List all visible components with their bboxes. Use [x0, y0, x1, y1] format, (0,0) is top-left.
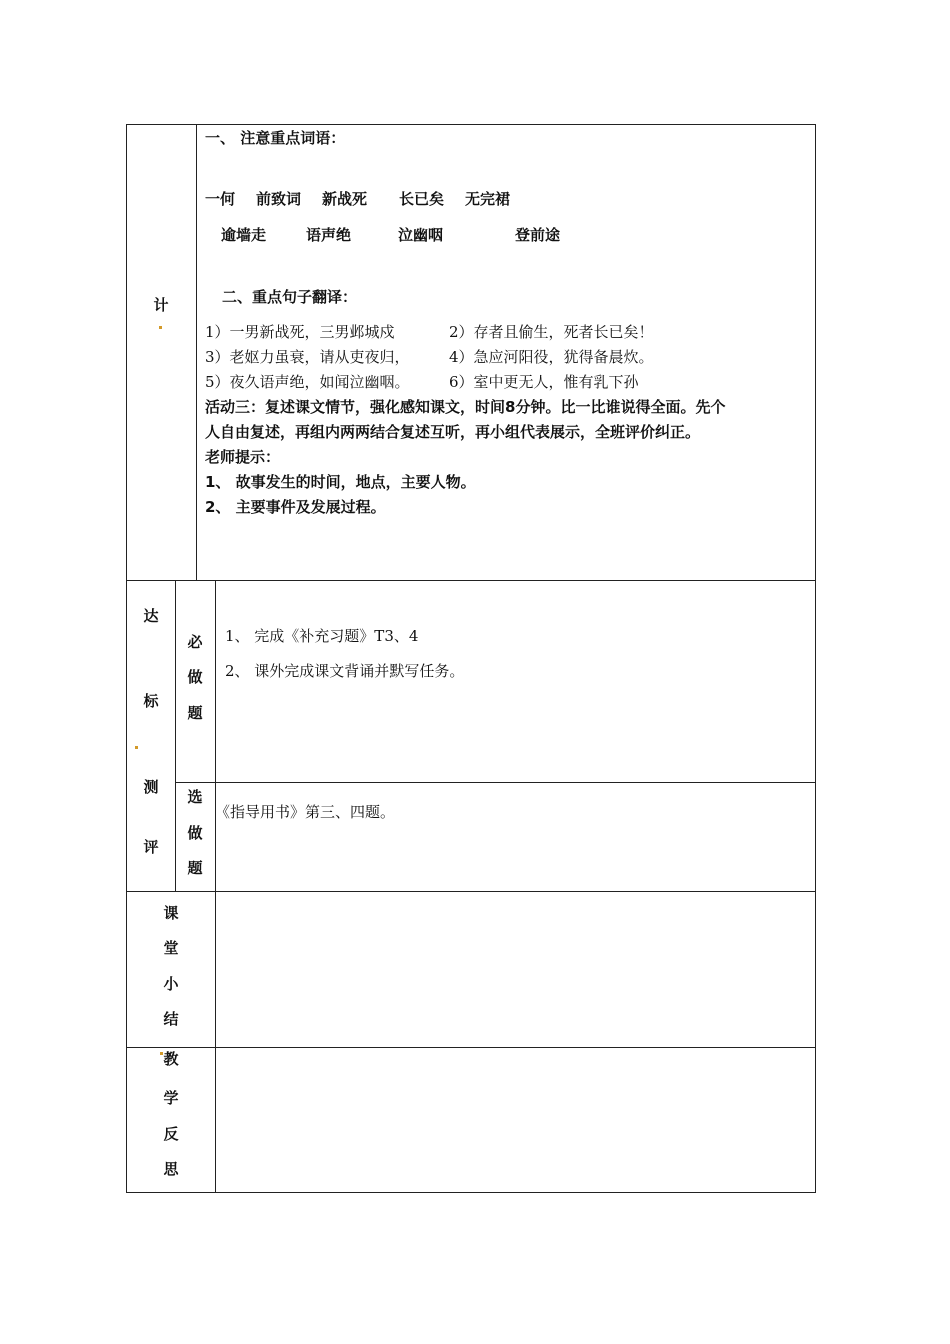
word-4: 长已矣	[399, 190, 445, 208]
required-item-1: 1、 完成《补充习题》T3、4	[225, 627, 419, 645]
content-divider	[215, 580, 216, 1193]
word-1: 一何	[205, 190, 236, 208]
decor-dot	[135, 746, 138, 749]
word-9: 登前途	[515, 226, 561, 244]
tip-1: 1、 故事发生的时间，地点，主要人物。	[205, 473, 476, 491]
word-5: 无完裙	[465, 190, 511, 208]
reflection-label-1: 教	[163, 1050, 179, 1068]
decor-dot	[159, 326, 162, 329]
section2-title: 二、重点句子翻译：	[222, 288, 358, 306]
optional-label-2: 做	[187, 824, 203, 842]
word-6: 逾墙走	[221, 226, 267, 244]
reflection-label-4: 思	[163, 1160, 179, 1178]
table-bottom-border	[126, 1192, 816, 1193]
design-label: 计	[153, 296, 169, 314]
optional-label-1: 选	[187, 788, 203, 806]
section1-title: 一、 注意重点词语：	[205, 129, 346, 147]
row-divider-design	[126, 580, 816, 581]
optional-label-3: 题	[187, 859, 203, 877]
required-label-2: 做	[187, 668, 203, 686]
activity-line-2: 人自由复述，再组内两两结合复述互听，再小组代表展示，全班评价纠正。	[205, 423, 701, 441]
word-7: 语声绝	[306, 226, 352, 244]
teacher-tip: 老师提示：	[205, 448, 281, 466]
assessment-label-1: 达	[143, 607, 159, 625]
assessment-label-3: 测	[143, 778, 159, 796]
word-3: 新战死	[322, 190, 368, 208]
sentence-2: 2）存者且偷生，死者长已矣！	[449, 323, 654, 341]
required-label-1: 必	[187, 633, 203, 651]
activity-line-1: 活动三：复述课文情节，强化感知课文，时间8分钟。比一比谁说得全面。先个	[205, 398, 726, 416]
sentence-4: 4）急应河阳役，犹得备晨炊。	[449, 348, 654, 366]
summary-label-2: 堂	[163, 939, 179, 957]
assessment-label-2: 标	[143, 692, 159, 710]
row-divider-required	[175, 782, 816, 783]
optional-text: 《指导用书》第三、四题。	[215, 803, 396, 821]
sentence-3: 3）老妪力虽衰，请从吏夜归，	[205, 348, 410, 366]
reflection-label-2: 学	[163, 1089, 179, 1107]
design-label-divider	[196, 124, 197, 580]
assessment-label-divider	[175, 580, 176, 891]
sentence-6: 6）室中更无人，惟有乳下孙	[449, 373, 639, 391]
summary-label-4: 结	[163, 1010, 179, 1028]
word-8: 泣幽咽	[398, 226, 444, 244]
reflection-label-3: 反	[163, 1125, 179, 1143]
required-label-3: 题	[187, 704, 203, 722]
row-divider-summary	[126, 1047, 816, 1048]
sentence-5: 5）夜久语声绝，如闻泣幽咽。	[205, 373, 410, 391]
assessment-label-4: 评	[143, 838, 159, 856]
sentence-1: 1）一男新战死，三男邺城戍	[205, 323, 395, 341]
required-item-2: 2、 课外完成课文背诵并默写任务。	[225, 662, 465, 680]
table-right-border	[815, 124, 816, 1193]
table-left-border	[126, 124, 127, 1193]
word-2: 前致词	[256, 190, 302, 208]
tip-2: 2、 主要事件及发展过程。	[205, 498, 386, 516]
summary-label-1: 课	[163, 904, 179, 922]
table-top-border	[126, 124, 816, 125]
row-divider-assessment	[126, 891, 816, 892]
summary-label-3: 小	[163, 975, 179, 993]
